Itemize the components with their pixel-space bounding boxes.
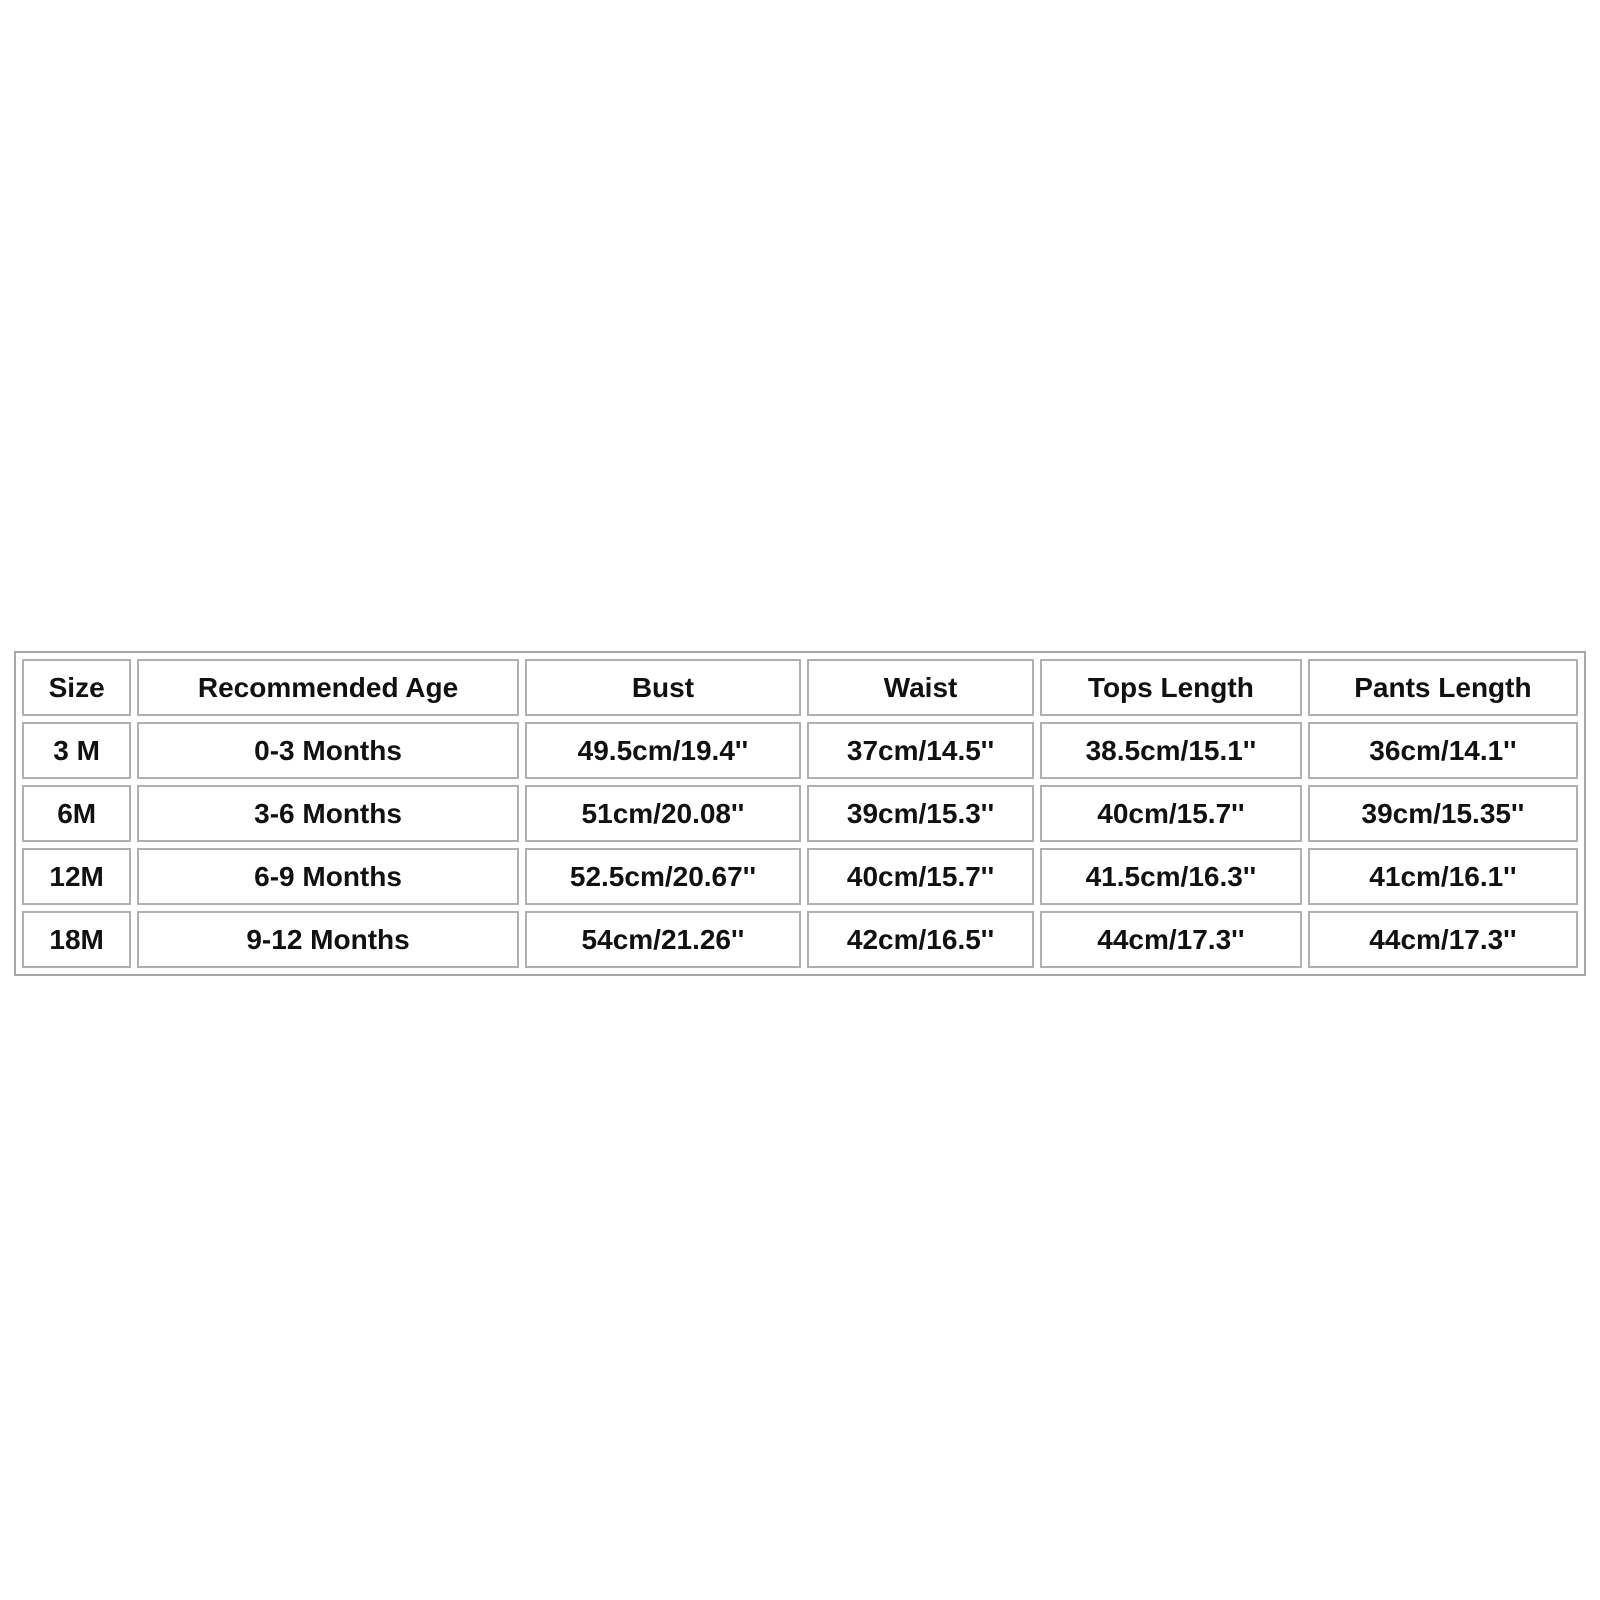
cell-pants-length: 41cm/16.1'' xyxy=(1308,848,1578,905)
cell-waist: 42cm/16.5'' xyxy=(807,911,1034,968)
size-chart-table xyxy=(14,651,1586,976)
table-row xyxy=(22,848,1578,905)
cell-pants-length: 44cm/17.3'' xyxy=(1308,911,1578,968)
cell-bust: 52.5cm/20.67'' xyxy=(525,848,801,905)
header-recommended-age: Recommended Age xyxy=(137,659,519,716)
cell-pants-length: 39cm/15.35'' xyxy=(1308,785,1578,842)
cell-size: 12M xyxy=(22,848,131,905)
header-bust: Bust xyxy=(525,659,801,716)
cell-size: 6M xyxy=(22,785,131,842)
cell-recommended-age: 3-6 Months xyxy=(137,785,519,842)
cell-size: 18M xyxy=(22,911,131,968)
cell-size: 3 M xyxy=(22,722,131,779)
header-row xyxy=(22,659,1578,716)
cell-waist: 37cm/14.5'' xyxy=(807,722,1034,779)
cell-waist: 40cm/15.7'' xyxy=(807,848,1034,905)
cell-recommended-age: 9-12 Months xyxy=(137,911,519,968)
header-pants-length: Pants Length xyxy=(1308,659,1578,716)
header-size: Size xyxy=(22,659,131,716)
table-row xyxy=(22,785,1578,842)
cell-tops-length: 44cm/17.3'' xyxy=(1040,911,1302,968)
cell-tops-length: 41.5cm/16.3'' xyxy=(1040,848,1302,905)
cell-bust: 49.5cm/19.4'' xyxy=(525,722,801,779)
cell-bust: 51cm/20.08'' xyxy=(525,785,801,842)
header-tops-length: Tops Length xyxy=(1040,659,1302,716)
cell-tops-length: 38.5cm/15.1'' xyxy=(1040,722,1302,779)
table-row xyxy=(22,722,1578,779)
cell-recommended-age: 6-9 Months xyxy=(137,848,519,905)
cell-pants-length: 36cm/14.1'' xyxy=(1308,722,1578,779)
cell-recommended-age: 0-3 Months xyxy=(137,722,519,779)
cell-waist: 39cm/15.3'' xyxy=(807,785,1034,842)
cell-bust: 54cm/21.26'' xyxy=(525,911,801,968)
table-row xyxy=(22,911,1578,968)
cell-tops-length: 40cm/15.7'' xyxy=(1040,785,1302,842)
header-waist: Waist xyxy=(807,659,1034,716)
